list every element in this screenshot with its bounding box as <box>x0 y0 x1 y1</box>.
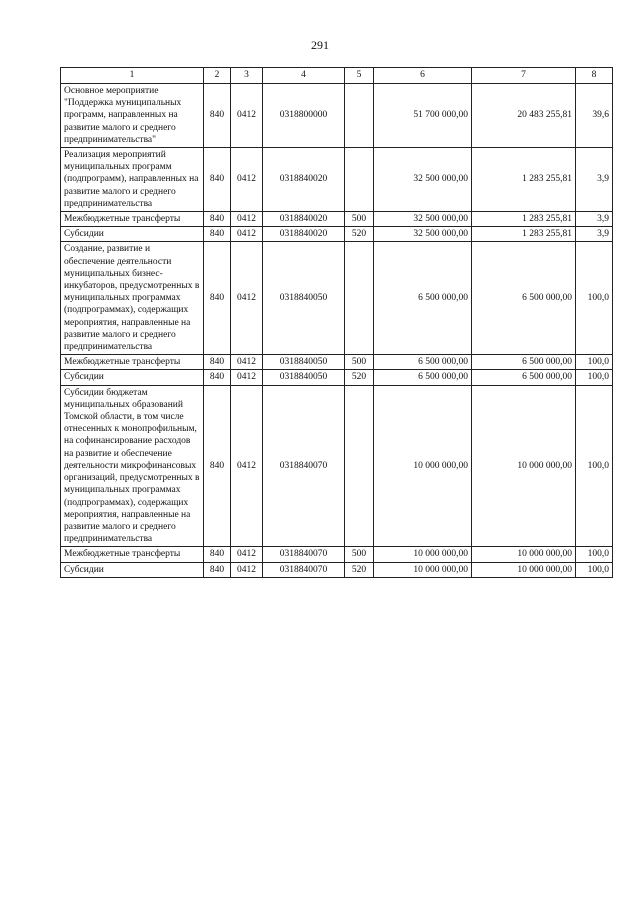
row-name: Субсидии бюджетам муниципальных образований Томской области, в том числе отнесенных к монопрофильным, на софинансирование расходов на развитие и обеспечение деятельности микрофинансовых организаций, предусмотренных в муниципальных программах (подпрограммах), содержащих мероприятия, направленные на развитие малого и среднего предпринимательства <box>61 385 204 547</box>
row-name: Основное мероприятие "Поддержка муниципальных программ, направленных на развитие малого и среднего предпринимательства" <box>61 84 204 148</box>
cell-plan: 10 000 000,00 <box>374 547 472 562</box>
cell-target-code: 0318840050 <box>263 370 345 385</box>
row-name: Межбюджетные трансферты <box>61 355 204 370</box>
cell-actual: 1 283 255,81 <box>472 227 576 242</box>
table-row <box>61 562 613 577</box>
cell-actual: 10 000 000,00 <box>472 562 576 577</box>
cell-plan: 6 500 000,00 <box>374 355 472 370</box>
cell-type-code: 500 <box>345 547 374 562</box>
cell-plan: 32 500 000,00 <box>374 227 472 242</box>
cell-percent: 39,6 <box>576 84 613 148</box>
cell-plan: 32 500 000,00 <box>374 212 472 227</box>
cell-percent: 100,0 <box>576 547 613 562</box>
cell-target-code: 0318840050 <box>263 242 345 355</box>
cell-section-code: 0412 <box>231 562 263 577</box>
cell-actual: 10 000 000,00 <box>472 385 576 547</box>
cell-admin-code: 840 <box>204 562 231 577</box>
cell-section-code: 0412 <box>231 370 263 385</box>
cell-actual: 1 283 255,81 <box>472 212 576 227</box>
column-header: 3 <box>231 68 263 84</box>
cell-actual: 10 000 000,00 <box>472 547 576 562</box>
cell-type-code <box>345 242 374 355</box>
cell-plan: 6 500 000,00 <box>374 370 472 385</box>
row-name: Субсидии <box>61 562 204 577</box>
cell-plan: 32 500 000,00 <box>374 148 472 212</box>
cell-actual: 20 483 255,81 <box>472 84 576 148</box>
table-row <box>61 547 613 562</box>
cell-actual: 6 500 000,00 <box>472 355 576 370</box>
row-name: Субсидии <box>61 370 204 385</box>
cell-target-code: 0318840020 <box>263 212 345 227</box>
cell-admin-code: 840 <box>204 242 231 355</box>
cell-target-code: 0318800000 <box>263 84 345 148</box>
cell-admin-code: 840 <box>204 547 231 562</box>
column-header: 2 <box>204 68 231 84</box>
cell-section-code: 0412 <box>231 547 263 562</box>
cell-type-code: 500 <box>345 355 374 370</box>
cell-section-code: 0412 <box>231 212 263 227</box>
cell-admin-code: 840 <box>204 84 231 148</box>
row-name: Создание, развитие и обеспечение деятельности муниципальных бизнес-инкубаторов, предусмотренных в муниципальных программах (подпрограммах), содержащих мероприятия, направленные на развитие малого и среднего предпринимательства <box>61 242 204 355</box>
column-header: 6 <box>374 68 472 84</box>
cell-section-code: 0412 <box>231 84 263 148</box>
cell-percent: 100,0 <box>576 562 613 577</box>
cell-type-code: 520 <box>345 227 374 242</box>
table-row <box>61 242 613 355</box>
row-name: Межбюджетные трансферты <box>61 212 204 227</box>
table-row <box>61 148 613 212</box>
table-row <box>61 370 613 385</box>
cell-actual: 1 283 255,81 <box>472 148 576 212</box>
cell-percent: 100,0 <box>576 370 613 385</box>
cell-actual: 6 500 000,00 <box>472 242 576 355</box>
cell-percent: 100,0 <box>576 355 613 370</box>
cell-admin-code: 840 <box>204 355 231 370</box>
cell-plan: 10 000 000,00 <box>374 562 472 577</box>
column-header: 4 <box>263 68 345 84</box>
cell-admin-code: 840 <box>204 370 231 385</box>
cell-target-code: 0318840070 <box>263 547 345 562</box>
cell-target-code: 0318840020 <box>263 148 345 212</box>
cell-percent: 100,0 <box>576 242 613 355</box>
page-number: 291 <box>311 38 329 52</box>
cell-section-code: 0412 <box>231 148 263 212</box>
cell-admin-code: 840 <box>204 212 231 227</box>
cell-type-code <box>345 84 374 148</box>
cell-actual: 6 500 000,00 <box>472 370 576 385</box>
cell-target-code: 0318840070 <box>263 385 345 547</box>
column-header: 5 <box>345 68 374 84</box>
cell-plan: 6 500 000,00 <box>374 242 472 355</box>
cell-plan: 10 000 000,00 <box>374 385 472 547</box>
table-row <box>61 84 613 148</box>
cell-target-code: 0318840050 <box>263 355 345 370</box>
column-header: 1 <box>61 68 204 84</box>
cell-target-code: 0318840020 <box>263 227 345 242</box>
cell-section-code: 0412 <box>231 385 263 547</box>
row-name: Субсидии <box>61 227 204 242</box>
column-header: 8 <box>576 68 613 84</box>
cell-type-code: 520 <box>345 562 374 577</box>
cell-admin-code: 840 <box>204 385 231 547</box>
cell-target-code: 0318840070 <box>263 562 345 577</box>
table-row <box>61 227 613 242</box>
cell-type-code: 500 <box>345 212 374 227</box>
table-row <box>61 355 613 370</box>
cell-percent: 3,9 <box>576 212 613 227</box>
cell-admin-code: 840 <box>204 227 231 242</box>
cell-percent: 100,0 <box>576 385 613 547</box>
cell-type-code <box>345 385 374 547</box>
cell-section-code: 0412 <box>231 242 263 355</box>
budget-table <box>60 67 613 578</box>
cell-type-code: 520 <box>345 370 374 385</box>
cell-percent: 3,9 <box>576 148 613 212</box>
row-name: Реализация мероприятий муниципальных программ (подпрограмм), направленных на развитие малого и среднего предпринимательства <box>61 148 204 212</box>
cell-section-code: 0412 <box>231 227 263 242</box>
row-name: Межбюджетные трансферты <box>61 547 204 562</box>
header-row <box>61 68 613 84</box>
table-row <box>61 385 613 547</box>
cell-type-code <box>345 148 374 212</box>
cell-section-code: 0412 <box>231 355 263 370</box>
table-row <box>61 212 613 227</box>
cell-plan: 51 700 000,00 <box>374 84 472 148</box>
cell-percent: 3,9 <box>576 227 613 242</box>
column-header: 7 <box>472 68 576 84</box>
cell-admin-code: 840 <box>204 148 231 212</box>
